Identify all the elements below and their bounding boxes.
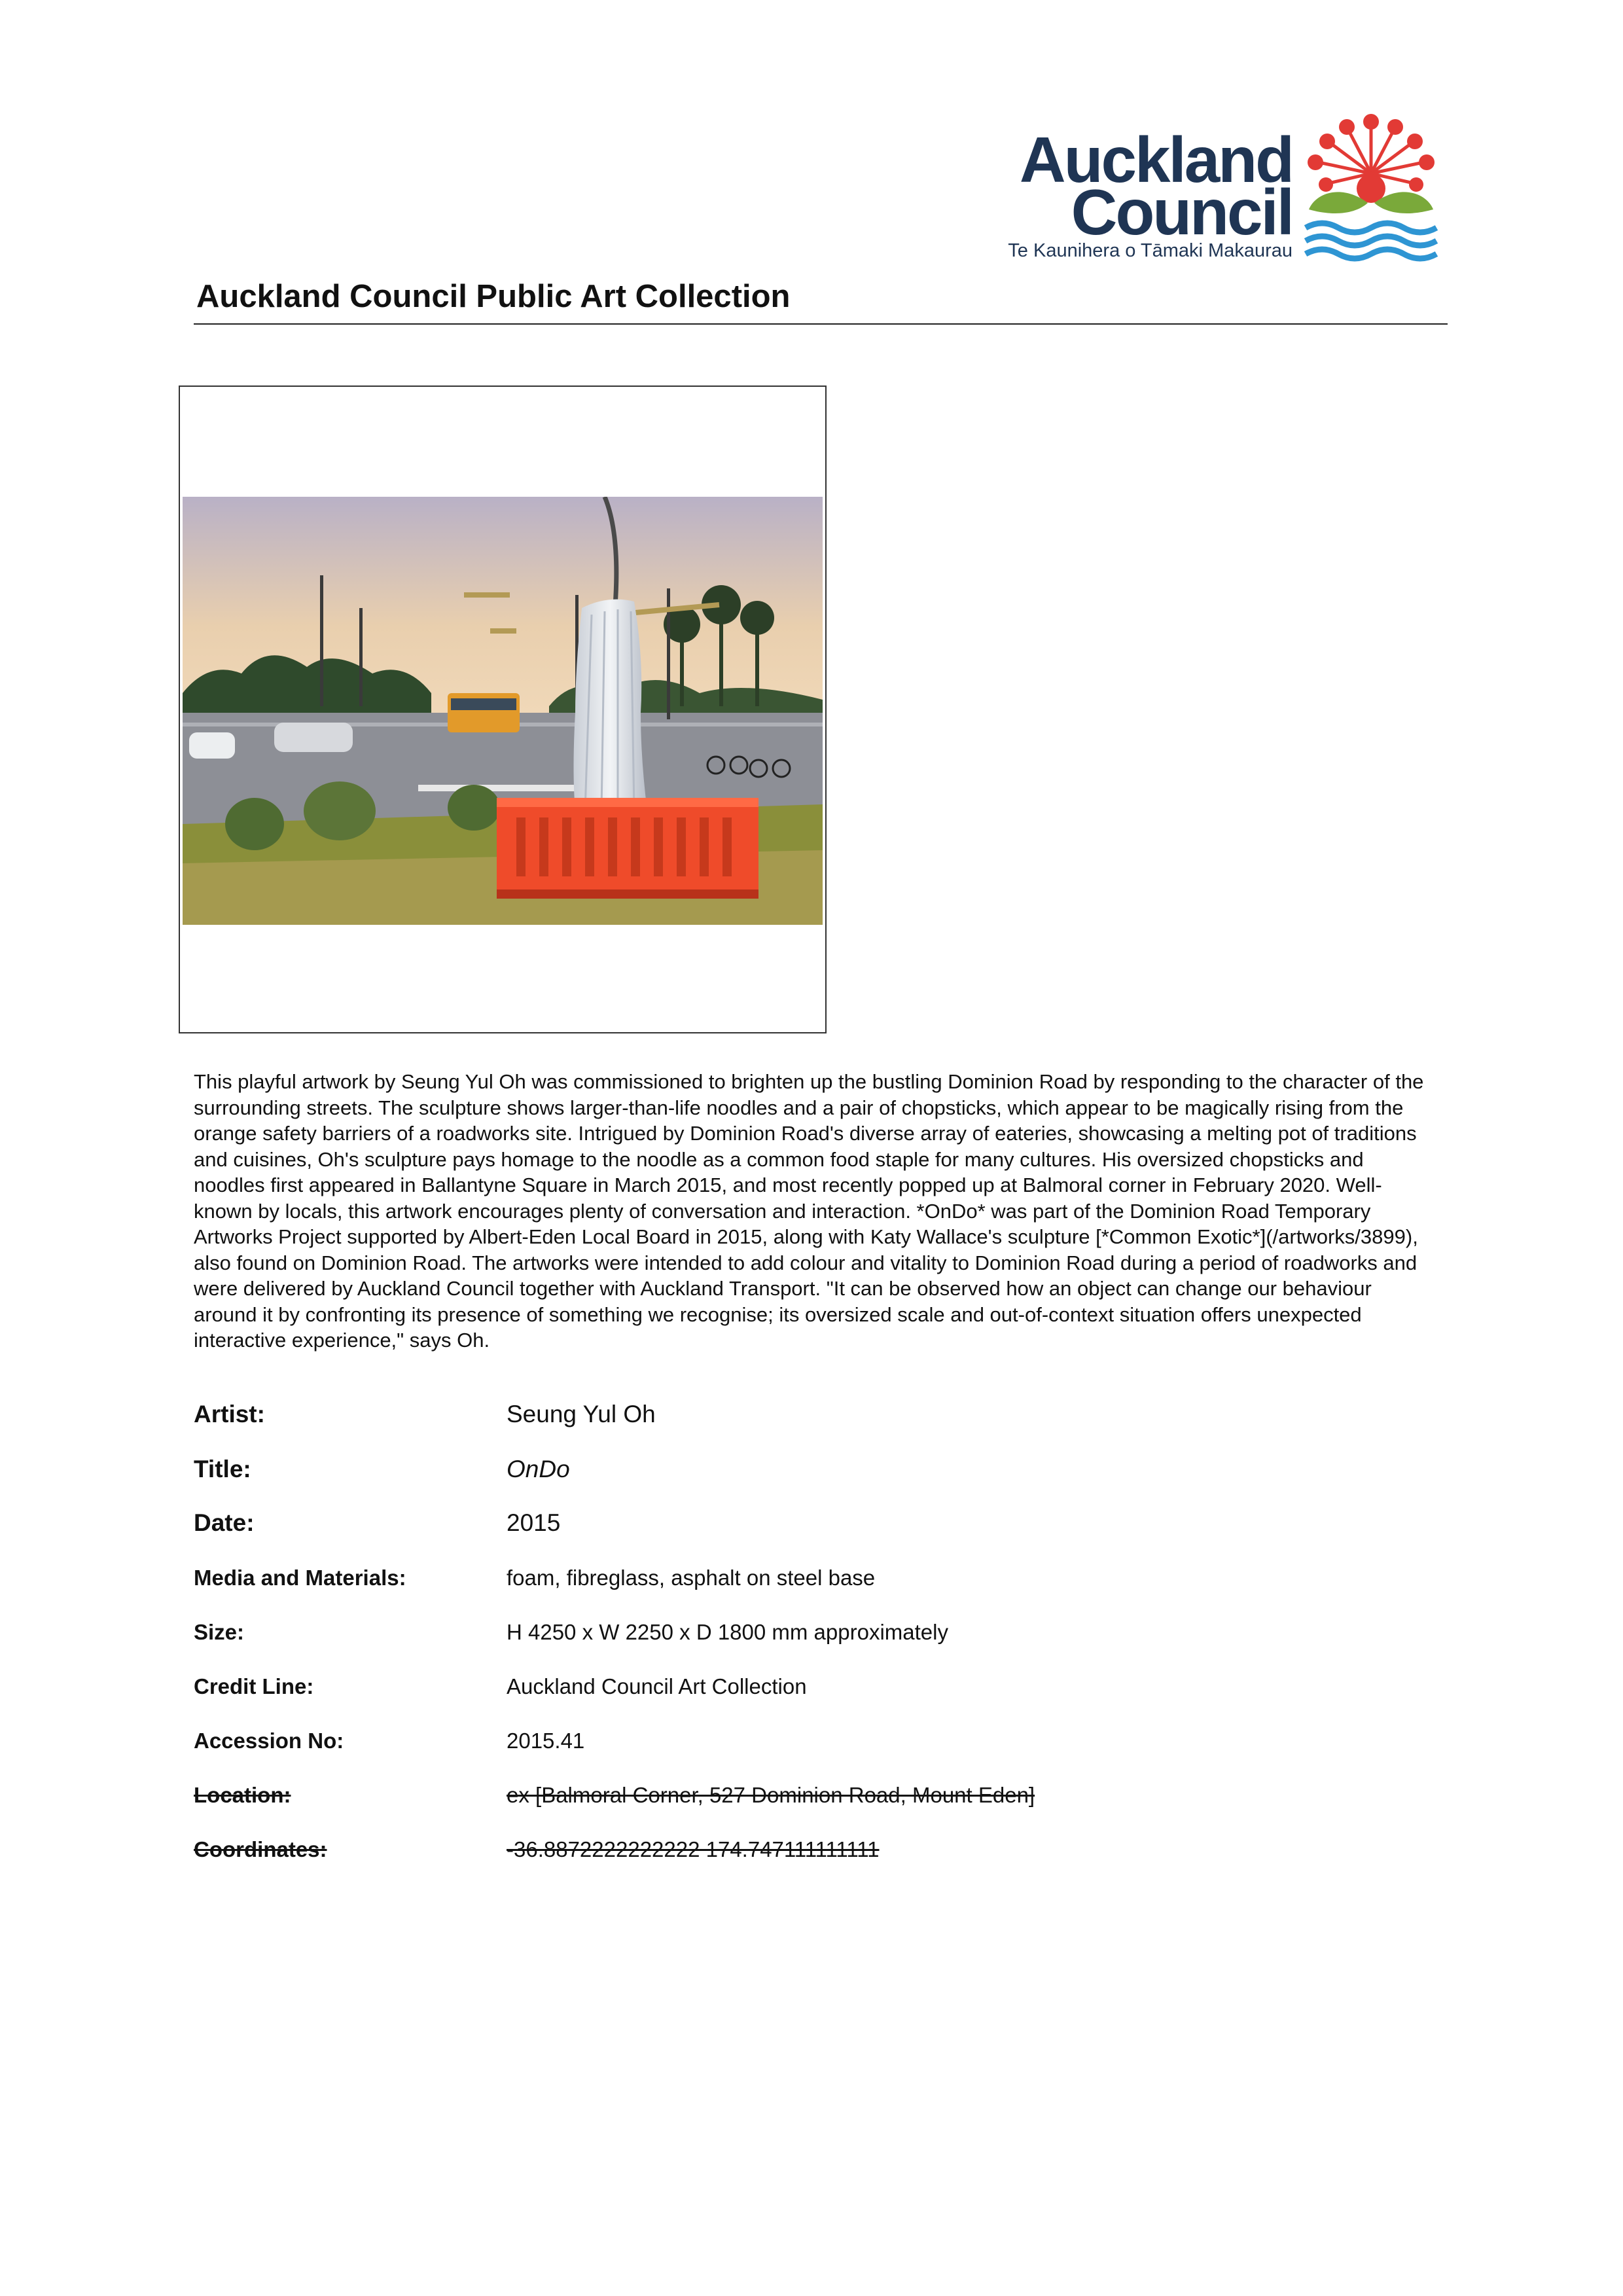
coordinates-value: -36.8872222222222 174.747111111111 [507,1837,880,1861]
media-label: Media and Materials: [194,1566,406,1590]
accession-label: Accession No: [194,1729,344,1753]
pohutukawa-flower-icon [1302,111,1440,262]
artist-label: Artist: [194,1401,265,1427]
size-value: H 4250 x W 2250 x D 1800 mm approximately [507,1620,948,1644]
location-value: ex [Balmoral Corner, 527 Dominion Road, Mount Eden] [507,1783,1035,1807]
title-label: Title: [194,1456,251,1482]
title-value: OnDo [507,1456,570,1482]
artist-value: Seung Yul Oh [507,1401,656,1427]
location-label: Location: [194,1783,291,1807]
accession-value: 2015.41 [507,1729,585,1753]
description-text: This playful artwork by Seung Yul Oh was commissioned to brighten up the bustling Dominion Road by responding to the character of the surrounding streets. The sculpture shows larger-than-life noodles and a pair of chopsticks, which appear to be magically rising from the orange safety barriers of a roadworks site. Intrigued by Dominion Road's diverse array of eateries, showcasing a melting pot of traditions and cuisines, Oh's sculpture pays homage to the noodle as a common food staple for many cultures. His oversized chopsticks and noodles first appeared in Ballantyne Square in March 2015, and most recently popped up at Balmoral corner in February 2020. Well-known by locals, this artwork encourages plenty of conversation and interaction. *OnDo* was part of the Dominion Road Temporary Artworks Project supported by Albert-Eden Local Board in 2015, along with Katy Wallace's sculpture [*Common Exotic*](/artworks/3899), also found on Dominion Road. The artworks were intended to add colour and vitality to Dominion Road during a period of roadworks and were delivered by Auckland Council together with Auckland Transport. "It can be observed how an object can change our behaviour around it by confronting its presence of something we recognise; its oversized scale and out-of-context situation offers unexpected interactive experience," says Oh. [194,1070,1424,1352]
media-value: foam, fibreglass, asphalt on steel base [507,1566,876,1590]
logo-subtitle: Te Kaunihera o Tāmaki Makaurau [1008,240,1293,261]
size-label: Size: [194,1620,245,1644]
artwork-photo-frame [179,386,827,1033]
date-value: 2015 [507,1509,561,1536]
auckland-council-logo [982,98,1440,268]
page-title: Auckland Council Public Art Collection [196,279,791,314]
logo-wordmark-line2: Council [1071,176,1293,248]
artwork-photo [183,497,823,925]
coordinates-label: Coordinates: [194,1837,327,1861]
credit-line-label: Credit Line: [194,1674,314,1698]
credit-line-value: Auckland Council Art Collection [507,1674,807,1698]
logo-wordmark-line1: Auckland [1019,124,1293,196]
artwork-description [194,1069,1437,1354]
title-divider [194,323,1448,325]
date-label: Date: [194,1509,255,1536]
